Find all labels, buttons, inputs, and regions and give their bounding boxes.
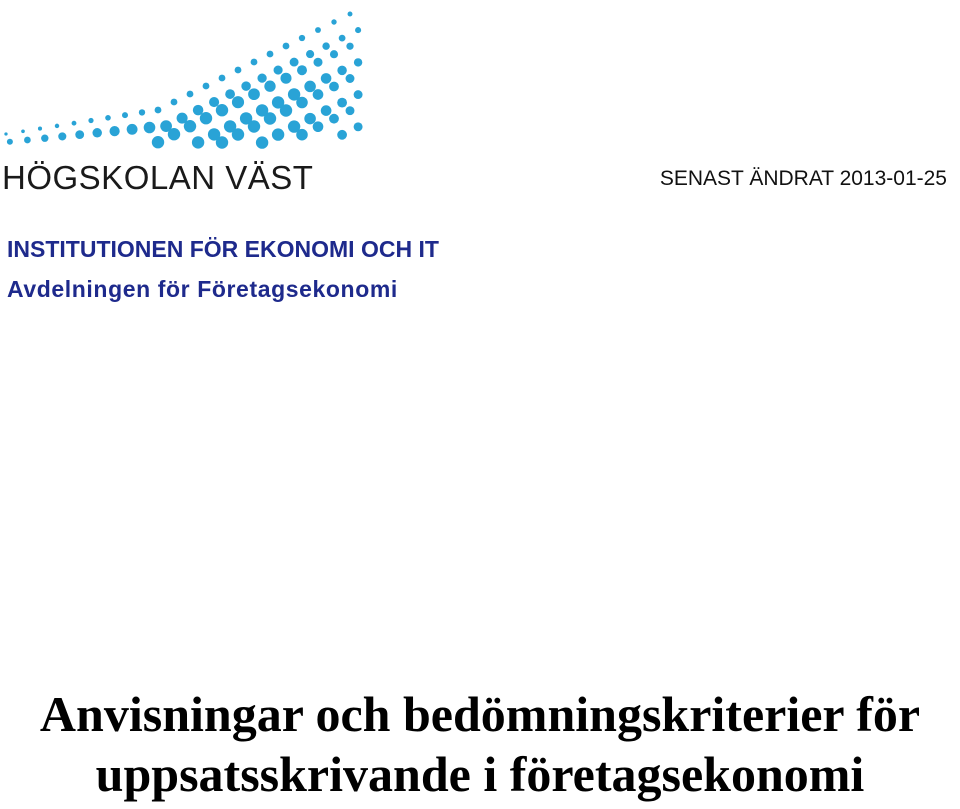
logo-dot (346, 106, 355, 115)
logo-dot (329, 114, 339, 124)
logo-dot (321, 105, 332, 116)
logo-dot (274, 66, 283, 75)
logo-dot (216, 104, 228, 116)
university-logo (0, 0, 380, 200)
logo-dot (331, 19, 336, 24)
logo-dot (267, 51, 274, 58)
logo-dot (152, 136, 164, 148)
logo-dot (354, 58, 362, 66)
logo-dot (127, 124, 138, 135)
logo-dot (346, 43, 353, 50)
logo-dot (264, 81, 275, 92)
dotted-wave-logo-icon (0, 0, 380, 160)
logo-dot (21, 129, 25, 133)
logo-dot (88, 118, 93, 123)
logo-dot (200, 112, 212, 124)
logo-dot (38, 127, 42, 131)
logo-dot (313, 89, 324, 100)
logo-dot (299, 35, 305, 41)
logo-dot (337, 98, 347, 108)
logo-dot (122, 112, 128, 118)
logo-dot (55, 124, 59, 128)
logo-dot (232, 96, 244, 108)
logo-dot (337, 66, 346, 75)
logo-dot (171, 99, 178, 106)
logo-dot (272, 128, 284, 140)
logo-dot (256, 136, 268, 148)
logo-dot (313, 58, 322, 67)
logo-dot (315, 27, 321, 33)
logo-dot (216, 136, 228, 148)
logo-dot (187, 91, 194, 98)
document-title-line-1: Anvisningar och bedömningskriterier för (39, 686, 921, 742)
logo-dot (313, 121, 324, 132)
logo-dot (304, 113, 316, 125)
logo-dot (321, 73, 332, 84)
document-title (0, 684, 960, 804)
logo-dot (304, 81, 316, 93)
logo-dot (322, 42, 329, 49)
logo-dot (280, 104, 292, 116)
division-name: Avdelningen för Företagsekonomi (7, 276, 398, 302)
logo-dot (168, 128, 180, 140)
logo-dot (348, 12, 353, 17)
logo-dot (241, 81, 251, 91)
logo-dot (329, 82, 339, 92)
last-modified-date: SENAST ÄNDRAT 2013-01-25 (659, 167, 947, 190)
logo-wordmark: HÖGSKOLAN VÄST (2, 159, 314, 196)
logo-dot (72, 121, 77, 126)
logo-dot (297, 65, 307, 75)
logo-dot (346, 74, 355, 83)
logo-dot (139, 109, 145, 115)
logo-dot (144, 122, 156, 134)
logo-dot (248, 120, 260, 132)
logo-dot (203, 83, 210, 90)
logo-dot (184, 120, 196, 132)
logo-dot (225, 89, 235, 99)
logo-dot (290, 58, 299, 67)
logo-dot (155, 107, 162, 114)
logo-dot (283, 43, 290, 50)
logo-dot (92, 128, 102, 138)
department-name: INSTITUTIONEN FÖR EKONOMI OCH IT (7, 236, 439, 262)
logo-dot (306, 50, 314, 58)
logo-dot (7, 139, 13, 145)
logo-dot (354, 122, 363, 131)
logo-dot (110, 126, 120, 136)
logo-dot (235, 67, 242, 74)
logo-dot (219, 75, 226, 82)
logo-dot (192, 136, 204, 148)
logo-dot (355, 27, 361, 33)
logo-dot (58, 132, 66, 140)
logo-dot (41, 135, 48, 142)
logo-dot (257, 73, 266, 82)
logo-dot (339, 35, 346, 42)
logo-dot (337, 130, 347, 140)
logo-dot (209, 97, 219, 107)
document-title-line-2: uppsatsskrivande i företagsekonomi (95, 746, 865, 802)
logo-dot (296, 129, 308, 141)
logo-dot (24, 137, 31, 144)
logo-dot (251, 59, 258, 66)
logo-dot (296, 97, 308, 109)
logo-dot (280, 73, 291, 84)
logo-dot (248, 88, 260, 100)
logo-dot (105, 115, 111, 121)
logo-dot (354, 90, 363, 99)
logo-dot (264, 112, 276, 124)
logo-dot (75, 130, 84, 139)
logo-dot (4, 132, 7, 135)
logo-dot (330, 50, 338, 58)
logo-dot (232, 128, 244, 140)
